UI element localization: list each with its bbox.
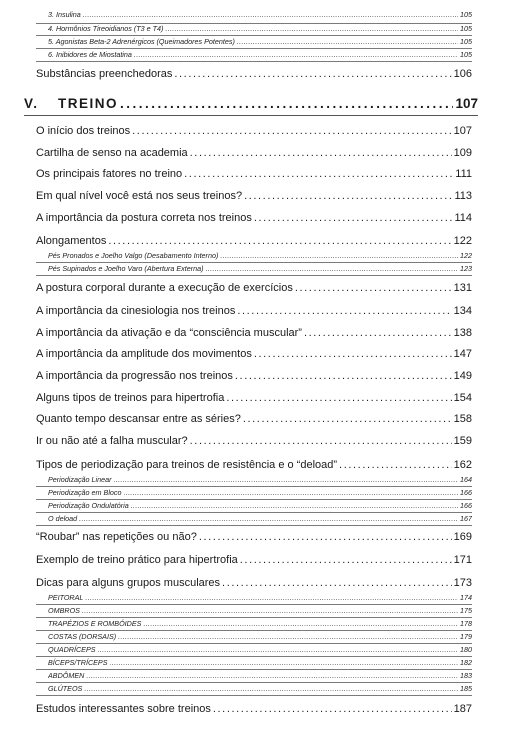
- toc-entry-page: 171: [453, 554, 472, 566]
- dot-leader: [190, 435, 452, 447]
- divider: [36, 275, 472, 276]
- toc-subentry[interactable]: [48, 488, 472, 497]
- dot-leader: [213, 703, 452, 715]
- toc-subentry[interactable]: [48, 501, 472, 510]
- dot-leader: [79, 514, 458, 523]
- toc-subentry[interactable]: [48, 619, 472, 628]
- toc-subentry[interactable]: [48, 606, 472, 615]
- toc-entry-page: 109: [453, 147, 472, 159]
- dot-leader: [254, 348, 452, 360]
- toc-subentry[interactable]: [48, 645, 472, 654]
- toc-subentry-title: Periodização Linear: [48, 475, 112, 484]
- toc-entry[interactable]: [36, 348, 472, 360]
- divider: [36, 512, 472, 513]
- toc-entry-page: 122: [453, 235, 472, 247]
- section-title: TREINO: [58, 96, 119, 111]
- toc-subentry-page: 166: [460, 488, 472, 497]
- toc-entry-page: 106: [453, 68, 472, 80]
- toc-subentry-page: 122: [460, 251, 472, 260]
- toc-entry-page: 147: [453, 348, 472, 360]
- dot-leader: [165, 24, 458, 33]
- dot-leader: [86, 671, 458, 680]
- divider: [36, 669, 472, 670]
- toc-entry-title: A importância da progressão nos treinos: [36, 370, 233, 382]
- toc-entry[interactable]: [36, 554, 472, 566]
- toc-subentry-title: QUADRÍCEPS: [48, 645, 96, 654]
- toc-subentry-page: 175: [460, 606, 472, 615]
- toc-entry-page: 159: [453, 435, 472, 447]
- toc-subentry[interactable]: [48, 658, 472, 667]
- toc-entry-title: Quanto tempo descansar entre as séries?: [36, 413, 241, 425]
- toc-subentry-title: BÍCEPS/TRÍCEPS: [48, 658, 108, 667]
- divider: [36, 499, 472, 500]
- toc-entry-title: Tipos de periodização para treinos de resistência e o “deload”: [36, 459, 338, 471]
- toc-subentry-page: 178: [460, 619, 472, 628]
- toc-subentry-title: 5. Agonistas Beta-2 Adrenérgicos (Queimadores Potentes): [48, 37, 235, 46]
- toc-subentry-page: 105: [460, 37, 472, 46]
- dot-leader: [226, 392, 451, 404]
- toc-subentry-title: GLÚTEOS: [48, 684, 83, 693]
- dot-leader: [237, 37, 458, 46]
- divider: [36, 604, 472, 605]
- dot-leader: [206, 264, 458, 273]
- toc-entry-title: A postura corporal durante a execução de exercícios: [36, 282, 293, 294]
- toc-entry-page: 138: [453, 327, 472, 339]
- section-page: 107: [455, 96, 478, 111]
- dot-leader: [84, 684, 458, 693]
- dot-leader: [174, 68, 451, 80]
- toc-entry-title: Alongamentos: [36, 235, 107, 247]
- toc-entry-page: 134: [453, 305, 472, 317]
- toc-subentry[interactable]: [48, 251, 472, 260]
- toc-subentry-title: PEITORAL: [48, 593, 84, 602]
- dot-leader: [304, 327, 452, 339]
- toc-subentry-page: 167: [460, 514, 472, 523]
- toc-entry-title: A importância da postura correta nos treinos: [36, 212, 252, 224]
- dot-leader: [131, 501, 458, 510]
- toc-entry[interactable]: [36, 147, 472, 159]
- dot-leader: [254, 212, 453, 224]
- toc-entry-title: Alguns tipos de treinos para hipertrofia: [36, 392, 225, 404]
- toc-entry[interactable]: [36, 282, 472, 294]
- toc-subentry-page: 179: [460, 632, 472, 641]
- toc-entry[interactable]: [36, 577, 472, 589]
- dot-leader: [132, 125, 451, 137]
- toc-subentry-page: 166: [460, 501, 472, 510]
- divider: [36, 486, 472, 487]
- dot-leader: [184, 168, 453, 180]
- toc-subentry-title: Pés Supinados e Joelho Varo (Abertura Externa): [48, 264, 204, 273]
- toc-entry-title: Exemplo de treino prático para hipertrofia: [36, 554, 238, 566]
- toc-subentry-title: ABDÔMEN: [48, 671, 85, 680]
- toc-entry-page: 113: [454, 190, 472, 202]
- dot-leader: [120, 96, 453, 111]
- toc-entry-page: 169: [453, 531, 472, 543]
- divider: [36, 617, 472, 618]
- toc-entry[interactable]: [36, 305, 472, 317]
- dot-leader: [143, 619, 458, 628]
- toc-entry[interactable]: [36, 703, 472, 715]
- toc-subentry-page: 180: [460, 645, 472, 654]
- toc-entry-title: Estudos interessantes sobre treinos: [36, 703, 211, 715]
- divider: [36, 262, 472, 263]
- toc-entry[interactable]: [36, 190, 472, 202]
- toc-entry-title: Substâncias preenchedoras: [36, 68, 173, 80]
- toc-subentry[interactable]: [48, 684, 472, 693]
- dot-leader: [124, 488, 458, 497]
- divider: [36, 48, 472, 49]
- dot-leader: [199, 531, 452, 543]
- dot-leader: [114, 475, 458, 484]
- toc-entry[interactable]: [36, 531, 472, 543]
- toc-entry-page: 107: [453, 125, 472, 137]
- toc-subentry-title: OMBROS: [48, 606, 80, 615]
- toc-entry[interactable]: [36, 435, 472, 447]
- toc-subentry[interactable]: [48, 10, 472, 19]
- dot-leader: [134, 50, 458, 59]
- divider: [36, 630, 472, 631]
- dot-leader: [82, 606, 458, 615]
- toc-subentry-page: 105: [460, 50, 472, 59]
- dot-leader: [85, 593, 458, 602]
- toc-entry-page: 187: [453, 703, 472, 715]
- toc-entry-title: “Roubar” nas repetições ou não?: [36, 531, 197, 543]
- toc-subentry-title: 4. Hormônios Tireoidianos (T3 e T4): [48, 24, 164, 33]
- dot-leader: [220, 251, 458, 260]
- dot-leader: [110, 658, 458, 667]
- divider: [36, 525, 472, 526]
- toc-subentry-title: TRAPÉZIOS E ROMBÓIDES: [48, 619, 142, 628]
- dot-leader: [222, 577, 452, 589]
- toc-entry-title: Em qual nível você está nos seus treinos?: [36, 190, 243, 202]
- dot-leader: [98, 645, 458, 654]
- toc-subentry[interactable]: [48, 632, 472, 641]
- toc-entry[interactable]: [36, 413, 472, 425]
- toc-subentry-page: 174: [460, 593, 472, 602]
- dot-leader: [339, 459, 452, 471]
- toc-subentry-page: 105: [460, 10, 472, 19]
- toc-entry-page: 158: [453, 413, 472, 425]
- toc-subentry-title: Periodização Ondulatória: [48, 501, 129, 510]
- dot-leader: [108, 235, 451, 247]
- toc-entry[interactable]: [36, 212, 472, 224]
- section-number: V.: [24, 96, 39, 111]
- toc-subentry-page: 185: [460, 684, 472, 693]
- dot-leader: [190, 147, 452, 159]
- toc-entry-title: O início dos treinos: [36, 125, 131, 137]
- toc-subentry-title: COSTAS (DORSAIS): [48, 632, 117, 641]
- dot-leader: [83, 10, 458, 19]
- toc-entry-title: Cartilha de senso na academia: [36, 147, 188, 159]
- dot-leader: [243, 413, 452, 425]
- toc-subentry-title: Pés Pronados e Joelho Valgo (Desabamento Interno): [48, 251, 219, 260]
- dot-leader: [295, 282, 452, 294]
- toc-entry[interactable]: [36, 68, 472, 80]
- toc-entry-page: 131: [453, 282, 472, 294]
- toc-entry-page: 149: [453, 370, 472, 382]
- toc-subentry-title: 3. Insulina: [48, 10, 81, 19]
- divider: [36, 35, 472, 36]
- toc-entry[interactable]: [36, 392, 472, 404]
- toc-subentry-title: O deload: [48, 514, 78, 523]
- toc-entry[interactable]: [36, 459, 472, 471]
- divider: [36, 656, 472, 657]
- toc-subentry-page: 164: [460, 475, 472, 484]
- dot-leader: [235, 370, 452, 382]
- toc-entry-title: A importância da cinesiologia nos treinos: [36, 305, 236, 317]
- toc-subentry-title: 6. Inibidores de Miostatina: [48, 50, 132, 59]
- toc-subentry[interactable]: [48, 24, 472, 33]
- toc-entry-page: 111: [455, 168, 472, 180]
- toc-subentry[interactable]: [48, 37, 472, 46]
- toc-subentry[interactable]: [48, 264, 472, 273]
- toc-subentry-page: 123: [460, 264, 472, 273]
- toc-entry[interactable]: [36, 370, 472, 382]
- dot-leader: [118, 632, 458, 641]
- toc-entry-title: A importância da ativação e da “consciência muscular”: [36, 327, 302, 339]
- toc-entry-page: 173: [453, 577, 472, 589]
- dot-leader: [237, 305, 451, 317]
- toc-subentry-page: 182: [460, 658, 472, 667]
- toc-subentry[interactable]: [48, 671, 472, 680]
- toc-entry[interactable]: [36, 235, 472, 247]
- section-divider: [24, 115, 478, 116]
- divider: [36, 695, 472, 696]
- toc-subentry-title: Periodização em Bloco: [48, 488, 122, 497]
- toc-entry-title: Dicas para alguns grupos musculares: [36, 577, 221, 589]
- toc-entry-page: 114: [454, 212, 472, 224]
- toc-subentry[interactable]: [48, 50, 472, 59]
- toc-entry-title: A importância da amplitude dos movimentos: [36, 348, 252, 360]
- toc-entry-page: 154: [453, 392, 472, 404]
- toc-subentry[interactable]: [48, 475, 472, 484]
- dot-leader: [244, 190, 452, 202]
- toc-entry-page: 162: [453, 459, 472, 471]
- divider: [36, 61, 472, 62]
- toc-section-heading[interactable]: [24, 96, 478, 111]
- divider: [36, 682, 472, 683]
- toc-entry[interactable]: [36, 125, 472, 137]
- toc-entry[interactable]: [36, 168, 472, 180]
- toc-entry-title: Ir ou não até a falha muscular?: [36, 435, 188, 447]
- toc-subentry[interactable]: [48, 593, 472, 602]
- dot-leader: [240, 554, 452, 566]
- toc-entry-title: Os principais fatores no treino: [36, 168, 183, 180]
- toc-subentry[interactable]: [48, 514, 472, 523]
- toc-subentry-page: 105: [460, 24, 472, 33]
- toc-subentry-page: 183: [460, 671, 472, 680]
- toc-entry[interactable]: [36, 327, 472, 339]
- divider: [36, 643, 472, 644]
